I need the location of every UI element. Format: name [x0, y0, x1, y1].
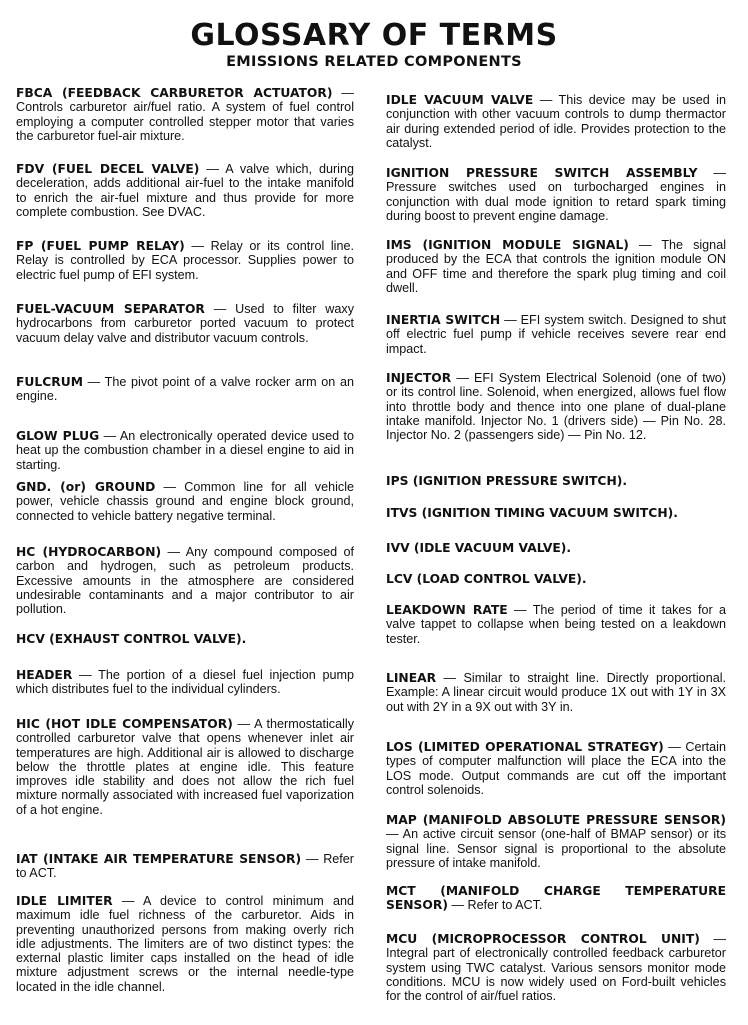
glossary-entry-idle-vacuum-valve	[386, 93, 726, 150]
glossary-entry-fp	[16, 239, 354, 282]
definition: — The pivot point of a valve rocker arm on an engine.	[16, 375, 354, 404]
term: IPS (IGNITION PRESSURE SWITCH).	[386, 474, 628, 488]
definition: — EFI system switch. Designed to shut off electric fuel pump if vehicle receives severe rear end impact.	[386, 313, 726, 356]
definition: — Certain types of computer malfunction will place the ECA into the LOS mode. Output commands are cut off the important control solenoids.	[386, 740, 726, 797]
term: GLOW PLUG	[16, 429, 100, 443]
term: INERTIA SWITCH	[386, 313, 501, 327]
glossary-entry-fuel-vacuum-separator	[16, 302, 354, 345]
glossary-entry-hcv	[16, 632, 354, 646]
glossary-entry-mcu	[386, 932, 726, 1003]
term: HEADER	[16, 668, 73, 682]
term: MAP (MANIFOLD ABSOLUTE PRESSURE SENSOR)	[386, 813, 726, 827]
glossary-entry-ips	[386, 474, 726, 488]
glossary-entry-fulcrum	[16, 375, 354, 404]
definition: — Relay or its control line. Relay is controlled by ECA processor. Supplies power to electric fuel pump of EFI system.	[16, 239, 354, 282]
definition: — An active circuit sensor (one-half of BMAP sensor) or its signal line. Sensor signal is proportional to the absolute pressure of intake manifold.	[386, 827, 726, 870]
glossary-entry-glow-plug	[16, 429, 354, 472]
definition: — Similar to straight line. Directly proportional. Example: A linear circuit would produce 1X out with 1Y in 3X out with 2Y in a 9X out with 3Y in.	[386, 671, 726, 714]
term: MCT (MANIFOLD CHARGE TEMPERATURE SENSOR)	[386, 884, 726, 913]
term: LCV (LOAD CONTROL VALVE).	[386, 572, 587, 586]
glossary-entry-ims	[386, 238, 726, 295]
glossary-entry-mct	[386, 884, 726, 913]
definition: — An electronically operated device used to heat up the combustion chamber in a diesel engine to aid in starting.	[16, 429, 354, 472]
glossary-entry-hc	[16, 545, 354, 616]
term: IVV (IDLE VACUUM VALVE).	[386, 541, 572, 555]
glossary-entry-map	[386, 813, 726, 870]
term: IMS (IGNITION MODULE SIGNAL)	[386, 238, 629, 252]
definition: — EFI System Electrical Solenoid (one of two) or its control line. Solenoid, when energized, allows fuel flow into throttle body and thence into one plane of dual-plane intake manifold. Injector No. 1 (drivers side) — Pin No. 28. Injector No. 2 (passengers side) — Pin No. 12.	[386, 371, 726, 443]
term: IAT (INTAKE AIR TEMPERATURE SENSOR)	[16, 852, 302, 866]
glossary-entry-los	[386, 740, 726, 797]
term: FULCRUM	[16, 375, 83, 389]
glossary-entry-ignition-pressure-switch	[386, 166, 726, 223]
definition: — The signal produced by the ECA that controls the ignition module ON and OFF time and therefore the spark plug timing and coil dwell.	[386, 238, 726, 295]
glossary-entry-lcv	[386, 572, 726, 586]
term: ITVS (IGNITION TIMING VACUUM SWITCH).	[386, 506, 678, 520]
glossary-entry-fdv	[16, 162, 354, 219]
definition: — A device to control minimum and maximum idle fuel richness of the carburetor. Aids in preventing unauthorized persons from making overly rich idle adjustments. The limiters are of two distinct types: the external plastic limiter caps installed on the head of idle mixture adjustment screws or the internal needle-type located in the idle channel.	[16, 894, 355, 994]
term: GND. (or) GROUND	[16, 480, 156, 494]
glossary-entry-idle-limiter	[16, 894, 354, 994]
page-subtitle: EMISSIONS RELATED COMPONENTS	[226, 54, 522, 70]
term: LOS (LIMITED OPERATIONAL STRATEGY)	[386, 740, 664, 754]
glossary-entry-ground	[16, 480, 354, 523]
definition: — The period of time it takes for a valve tappet to collapse when being tested on a leakdown tester.	[386, 603, 726, 646]
definition: — Refer to ACT.	[447, 898, 543, 913]
term: HC (HYDROCARBON)	[16, 545, 162, 559]
term: FUEL-VACUUM SEPARATOR	[16, 302, 205, 316]
term: HCV (EXHAUST CONTROL VALVE).	[16, 632, 247, 646]
term: LEAKDOWN RATE	[386, 603, 508, 617]
glossary-entry-hic	[16, 717, 354, 817]
definition: — A thermostatically controlled carburetor valve that opens whenever inlet air temperatures are high. Additional air is allowed to discharge below the throttle plates at engine idle. This feature improves idle stability and does not allow the rich fuel mixture normally associated with increased fuel vaporization of a hot engine.	[16, 717, 354, 817]
definition: — A valve which, during deceleration, adds additional air-fuel to the intake manifold to enrich the air-fuel mixture and thus provide for more complete combustion. See DVAC.	[16, 162, 354, 219]
definition: — Used to filter waxy hydrocarbons from carburetor ported vacuum to protect vacuum delay valve and distributor vacuum controls.	[16, 302, 354, 345]
term: IDLE LIMITER	[16, 894, 113, 908]
definition: — Controls carburetor air/fuel ratio. A system of fuel control employing a computer controlled stepper motor that varies the carburetor fuel-air mixture.	[16, 86, 354, 143]
definition: — The portion of a diesel fuel injection pump which distributes fuel to the individual cylinders.	[16, 668, 354, 697]
term: IGNITION PRESSURE SWITCH ASSEMBLY	[386, 166, 698, 180]
glossary-entry-ivv	[386, 541, 726, 555]
page-title: GLOSSARY OF TERMS	[190, 18, 558, 53]
glossary-entry-injector	[386, 371, 726, 442]
definition: — Any compound composed of carbon and hydrogen, such as petroleum products. Excessive amounts in the atmosphere are considered undesirable contaminants and a major contributor to air pollution.	[16, 545, 354, 617]
term: MCU (MICROPROCESSOR CONTROL UNIT)	[386, 932, 700, 946]
glossary-entry-leakdown-rate	[386, 603, 726, 646]
definition: — Integral part of electronically controlled feedback carburetor system using TWC catalyst. Various sensors monitor mode conditions. MCU is now widely used on Ford-built vehicles for the control of air/fuel ratios.	[386, 932, 727, 1004]
term: FDV (FUEL DECEL VALVE)	[16, 162, 200, 176]
term: FBCA (FEEDBACK CARBURETOR ACTUATOR)	[16, 86, 333, 100]
term: LINEAR	[386, 671, 437, 685]
glossary-entry-header	[16, 668, 354, 697]
glossary-entry-fbca	[16, 86, 354, 143]
glossary-entry-linear	[386, 671, 726, 714]
term: INJECTOR	[386, 371, 452, 385]
definition: — Common line for all vehicle power, vehicle chassis ground and engine block ground, connected to vehicle battery negative terminal.	[16, 480, 355, 523]
glossary-entry-itvs	[386, 506, 726, 520]
definition: — Refer to ACT.	[16, 852, 355, 881]
glossary-entry-inertia-switch	[386, 313, 726, 356]
term: IDLE VACUUM VALVE	[386, 93, 534, 107]
definition: — Pressure switches used on turbocharged engines in conjunction with dual mode ignition to retard spark timing during boost to prevent engine damage.	[386, 166, 727, 223]
glossary-entry-iat	[16, 852, 354, 881]
term: FP (FUEL PUMP RELAY)	[16, 239, 185, 253]
definition: — This device may be used in conjunction with other vacuum controls to dump thermactor air during extended period of idle. Provides protection to the catalyst.	[386, 93, 726, 150]
term: HIC (HOT IDLE COMPENSATOR)	[16, 717, 233, 731]
